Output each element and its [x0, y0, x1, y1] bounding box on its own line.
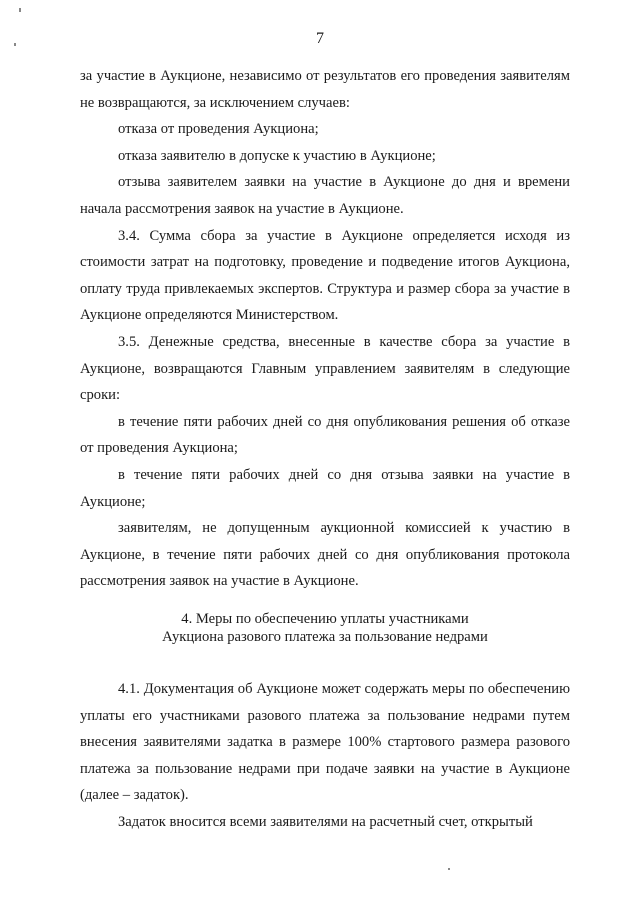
paragraph: за участие в Аукционе, независимо от результатов его проведения заявителям не возвращаются, за исключением случаев:	[80, 68, 570, 111]
paragraph: Задаток вносится всеми заявителями на расчетный счет, открытый	[118, 813, 533, 830]
scan-mark	[448, 868, 450, 870]
body-text-top	[80, 63, 570, 595]
paragraph: отзыва заявителем заявки на участие в Аукционе до дня и времени начала рассмотрения заявок на участие в Аукционе.	[80, 174, 570, 217]
paragraph: в течение пяти рабочих дней со дня отзыва заявки на участие в Аукционе;	[80, 466, 570, 510]
paragraph-clause-4-1: 4.1. Документация об Аукционе может содержать меры по обеспечению уплаты его участниками разового платежа за пользование недрами путем внесения заявителями задатка в размере 100% стартового размера разового платежа за пользование недрами при подаче заявки на участие в Аукционе (далее – задаток).	[80, 681, 570, 804]
scan-mark	[19, 8, 21, 12]
paragraph: заявителям, не допущенным аукционной комиссией к участию в Аукционе, в течение пяти рабочих дней со дня опубликования протокола рассмотрения заявок на участие в Аукционе.	[80, 520, 570, 590]
section-heading-line: Аукциона разового платежа за пользование недрами	[162, 629, 488, 645]
section-heading	[80, 610, 570, 646]
paragraph: отказа от проведения Аукциона;	[118, 121, 319, 138]
section-heading-line: 4. Меры по обеспечению уплаты участниками	[181, 611, 469, 627]
body-text-bottom	[80, 676, 570, 836]
paragraph-clause-3-5: 3.5. Денежные средства, внесенные в качестве сбора за участие в Аукционе, возвращаются Главным управлением заявителям в следующие сроки:	[80, 333, 570, 404]
paragraph: в течение пяти рабочих дней со дня опубликования решения об отказе от проведения Аукциона;	[80, 413, 570, 457]
page-number: 7	[316, 30, 324, 47]
paragraph: отказа заявителю в допуске к участию в Аукционе;	[118, 147, 436, 164]
paragraph-clause-3-4: 3.4. Сумма сбора за участие в Аукционе определяется исходя из стоимости затрат на подготовку, проведение и подведение итогов Аукциона, оплату труда привлекаемых экспертов. Структура и размер сбора за участие в Аукционе определяются Министерством.	[80, 227, 570, 324]
